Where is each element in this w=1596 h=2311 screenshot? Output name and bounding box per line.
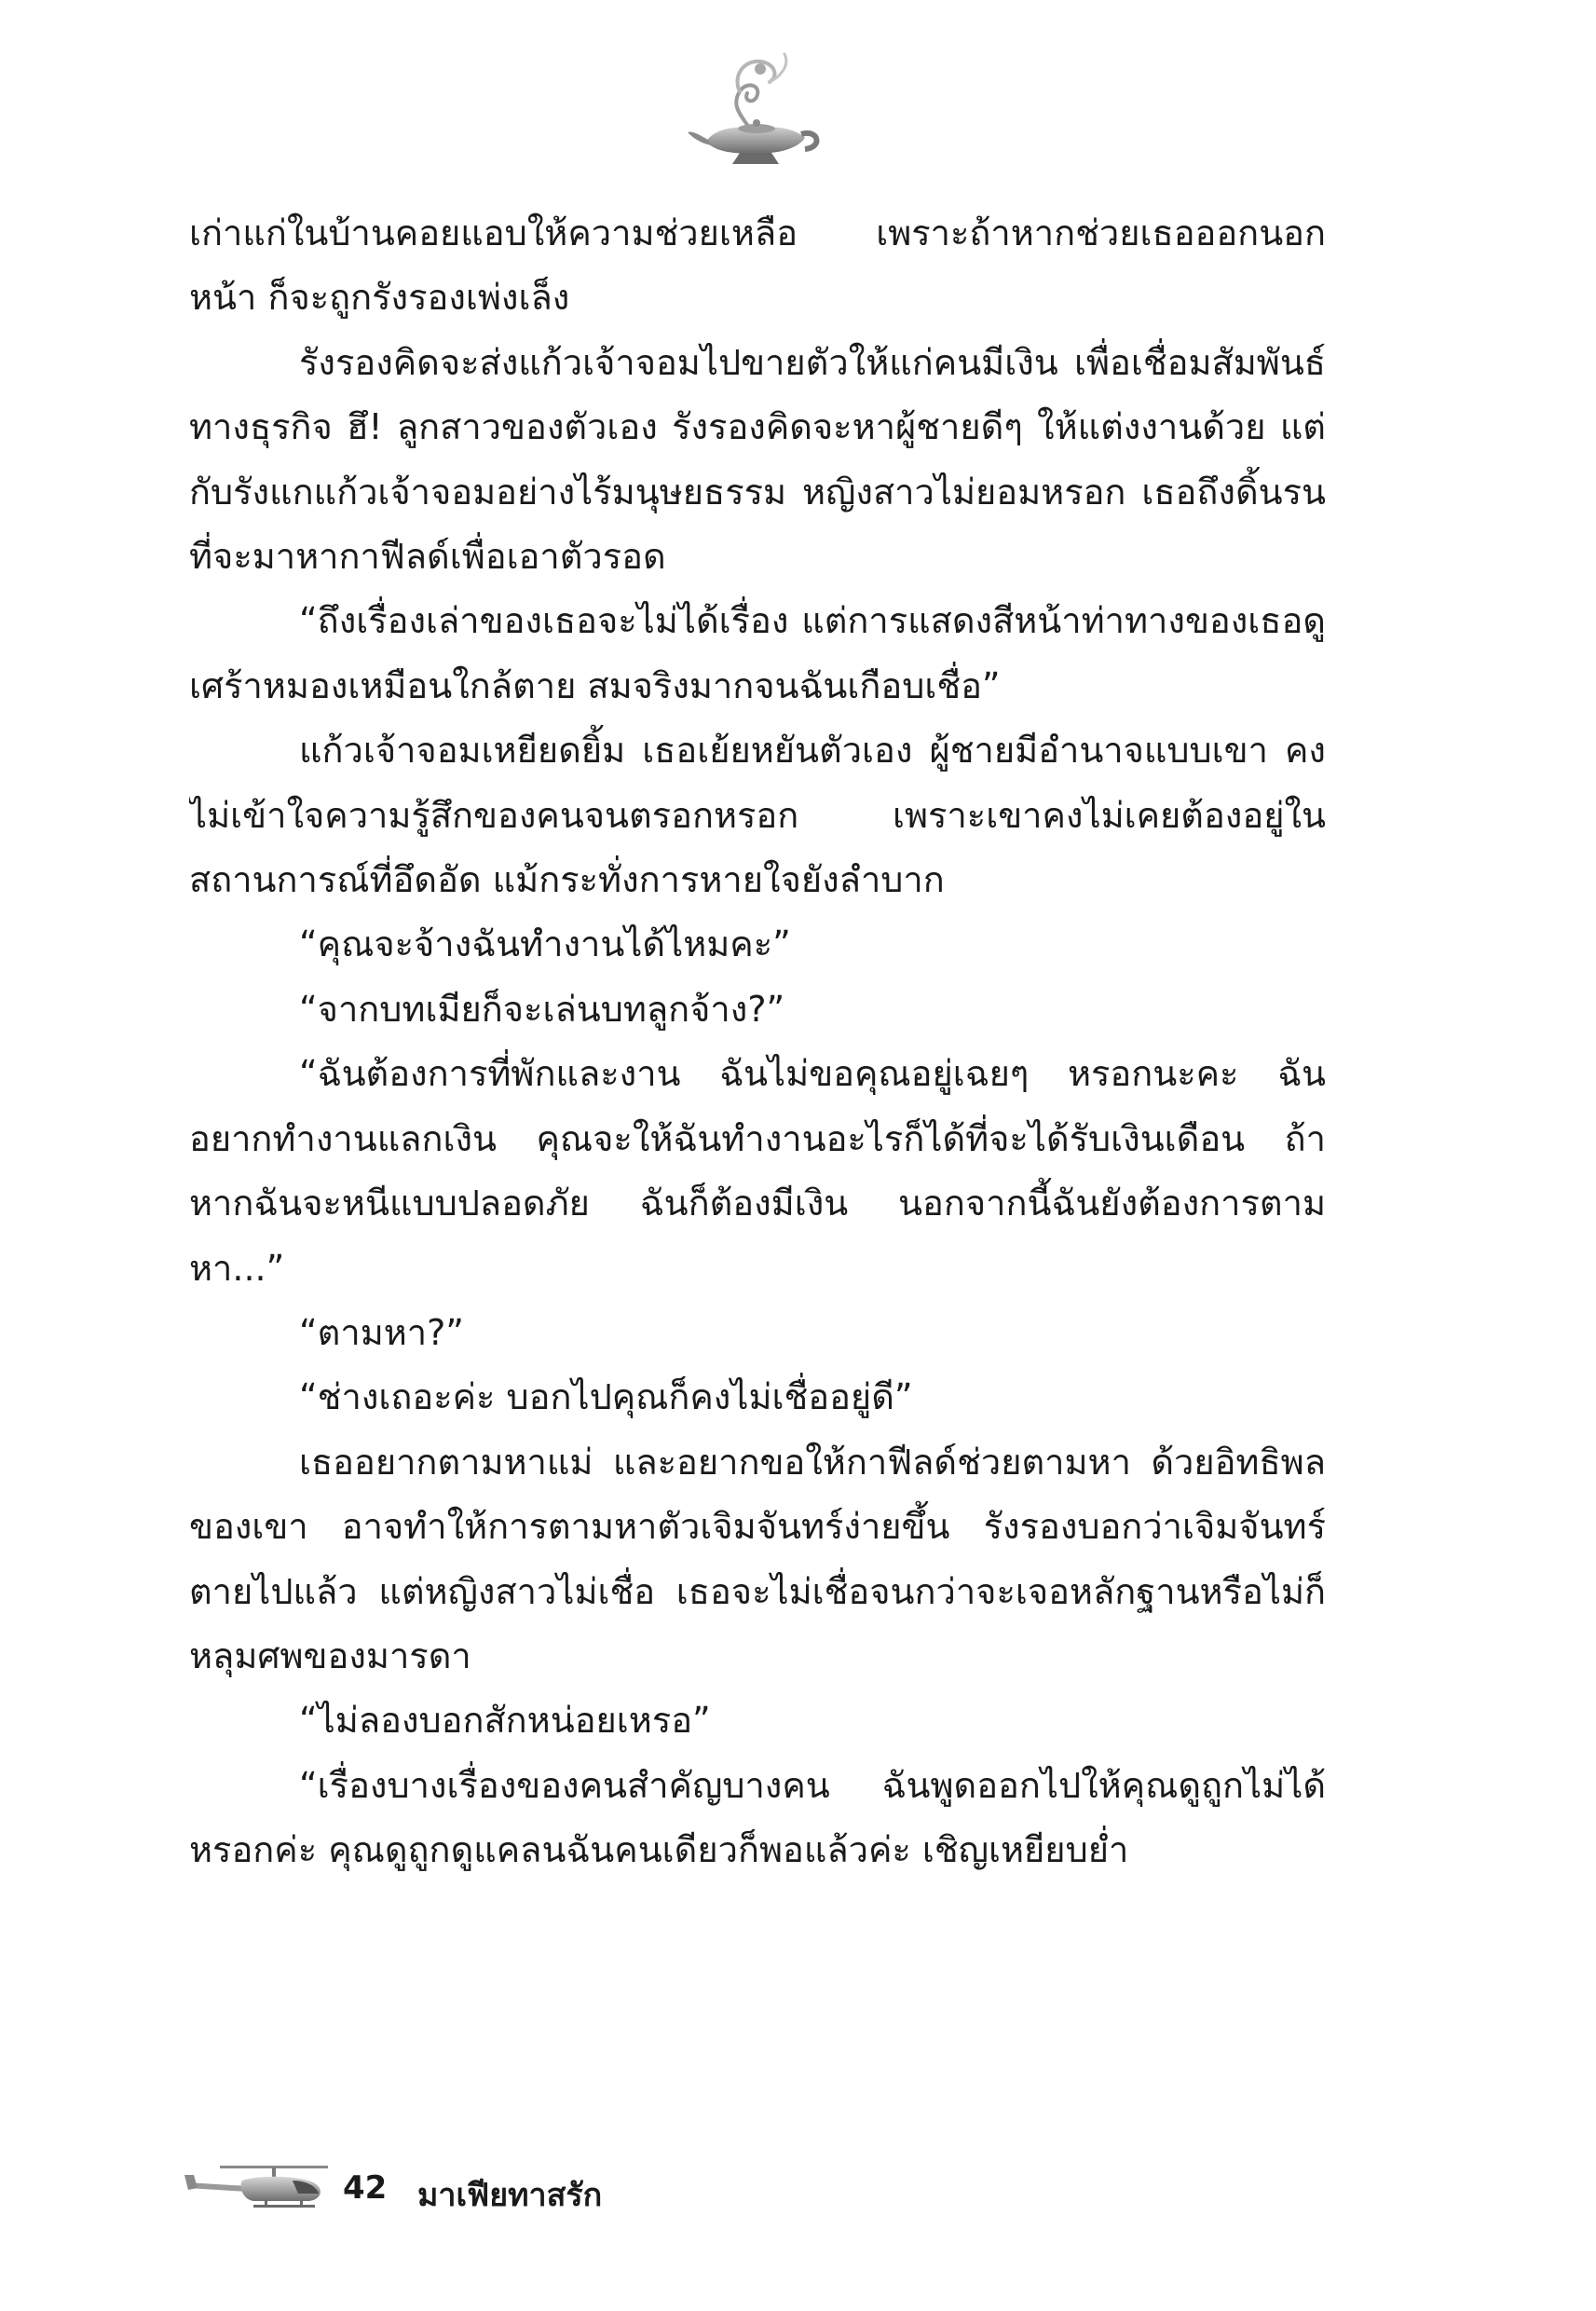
body-text — [189, 201, 1326, 2186]
paragraph: เก่าแก่ในบ้านคอยแอบให้ความช่วยเหลือ เพราะถ้าหากช่วยเธอออกนอกหน้า ก็จะถูกรังรองเพ่งเล็ง — [189, 212, 1326, 319]
book-title: มาเฟียทาสรัก — [417, 2177, 603, 2214]
genie-lamp-icon — [686, 48, 825, 170]
paragraph: “เรื่องบางเรื่องของคนสำคัญบางคน ฉันพูดออกไปให้คุณดูถูกไม่ได้หรอกค่ะ คุณดูถูกดูแคลนฉันคนเดียวก็พอแล้วค่ะ เชิญเหยียบย่ำ — [189, 1764, 1326, 1871]
paragraph: “ฉันต้องการที่พักและงาน ฉันไม่ขอคุณอยู่เฉยๆ หรอกนะคะ ฉันอยากทำงานแลกเงิน คุณจะให้ฉันทำงานอะไรก็ได้ที่จะได้รับเงินเดือน ถ้าหากฉันจะหนีแบบปลอดภัย ฉันก็ต้องมีเงิน นอกจากนี้ฉันยังต้องการตามหา...” — [189, 1053, 1326, 1289]
paragraph: แก้วเจ้าจอมเหยียดยิ้ม เธอเย้ยหยันตัวเอง ผู้ชายมีอำนาจแบบเขา คงไม่เข้าใจความรู้สึกของคนจนตรอกหรอก เพราะเขาคงไม่เคยต้องอยู่ในสถานการณ์ที่อึดอัด แม้กระทั่งการหายใจยังลำบาก — [189, 730, 1326, 901]
page-footer — [183, 2158, 835, 2223]
paragraph: รังรองคิดจะส่งแก้วเจ้าจอมไปขายตัวให้แก่คนมีเงิน เพื่อเชื่อมสัมพันธ์ทางธุรกิจ ฮึ! ลูกสาวของตัวเอง รังรองคิดจะหาผู้ชายดีๆ ให้แต่งงานด้วย แต่กับรังแกแก้วเจ้าจอมอย่างไร้มนุษยธรรม หญิงสาวไม่ยอมหรอก เธอถึงดิ้นรนที่จะมาหากาฟีลด์เพื่อเอาตัวรอด — [189, 341, 1326, 578]
page-number: 42 — [343, 2169, 388, 2207]
paragraph: “คุณจะจ้างฉันทำงานได้ไหมคะ” — [299, 923, 791, 965]
helicopter-icon — [183, 2158, 332, 2218]
paragraph: “ตามหา?” — [299, 1311, 464, 1353]
paragraph: เธออยากตามหาแม่ และอยากขอให้กาฟีลด์ช่วยตามหา ด้วยอิทธิพลของเขา อาจทำให้การตามหาตัวเจิมจันทร์ง่ายขึ้น รังรองบอกว่าเจิมจันทร์ตายไปแล้ว แต่หญิงสาวไม่เชื่อ เธอจะไม่เชื่อจนกว่าจะเจอหลักฐานหรือไม่ก็หลุมศพของมารดา — [189, 1441, 1326, 1676]
paragraph: “ถึงเรื่องเล่าของเธอจะไม่ได้เรื่อง แต่การแสดงสีหน้าท่าทางของเธอดูเศร้าหมองเหมือนใกล้ตาย สมจริงมากจนฉันเกือบเชื่อ” — [189, 600, 1326, 706]
paragraph: “ช่างเถอะค่ะ บอกไปคุณก็คงไม่เชื่ออยู่ดี” — [299, 1376, 913, 1418]
paragraph: “ไม่ลองบอกสักหน่อยเหรอ” — [299, 1700, 711, 1742]
paragraph: “จากบทเมียก็จะเล่นบทลูกจ้าง?” — [299, 988, 785, 1030]
